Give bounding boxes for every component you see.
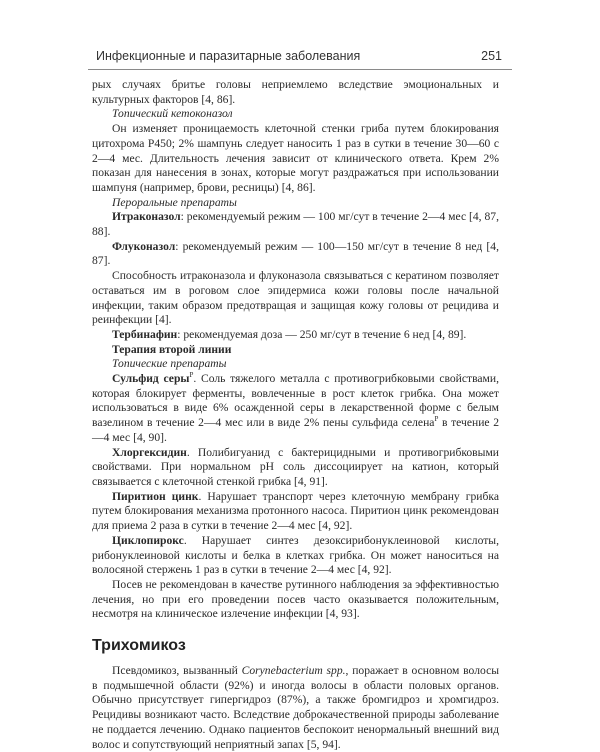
registration-mark: Р (434, 415, 439, 424)
drug-name-terbinafine: Тербинафин (112, 327, 178, 341)
page-number: 251 (481, 49, 502, 63)
subheading-second-line: Терапия второй линии (112, 342, 232, 356)
ciclopirox-text: . Нарушает синтез дезоксирибонуклеиновой кислоты, рибонуклеиновой кислоты и белка в клетках грибка. Он может наноситься на волосяной стержень 1 раз в сутки в течение 2—4 мес [4, 92]. (92, 533, 499, 577)
subheading-ketoconazole: Топический кетоконазол (112, 107, 233, 121)
trichomycosis-text-a: Псевдомикоз, вызванный (112, 664, 242, 678)
drug-name-ciclopirox: Циклопирокс (112, 533, 184, 547)
paragraph-ketoconazole: Он изменяет проницаемость клеточной стенки гриба путем блокирования цитохрома Р450; 2% шампунь следует наносить 1 раз в сутки в течение 30—60 с 2—4 мес. Длительность лечения зависит от клинического ответа. Крем 2% показан для нанесения в зонах, которые могут раздражаться при использовании шампуня (например, брови, ресницы) [4, 86]. (92, 122, 499, 194)
drug-name-pyrithione: Пиритион цинк (112, 489, 199, 503)
registration-mark: Р (189, 371, 194, 380)
subheading-topical: Топические препараты (112, 357, 227, 371)
drug-name-itraconazole: Итраконазол (112, 210, 181, 224)
paragraph-pyrithione (92, 490, 499, 534)
paragraph-chlorhexidine (92, 446, 499, 490)
chlorhexidine-text: . Полибигуанид с бактерицидными и противогрибковыми свойствами. При нормальном pH соль диссоциирует на катион, который связывается с клеточной стенкой грибка [4, 91]. (92, 445, 499, 488)
paragraph-keratin: Способность итраконазола и флуконазола связываться с кератином позволяет оставаться им в роговом слое эпидермиса кожи головы после начальной инфекции, таким образом предотвращая и защищая кожу головы от рецидива и реинфекции [4]. (92, 269, 499, 327)
itraconazole-text: : рекомендуемый режим — 100 мг/сут в течение 2—4 мес [4, 87, 88]. (92, 210, 499, 239)
section-title: Трихомикоз (92, 637, 186, 655)
header-rule (88, 69, 512, 70)
paragraph-ciclopirox (92, 534, 499, 578)
paragraph-trichomycosis (92, 664, 499, 752)
drug-name-selenium: Сульфид серы (112, 372, 190, 386)
selenium-text-end: в течение 2—4 мес [4, 90]. (92, 416, 499, 444)
paragraph-continuation: рых случаях бритье головы неприемлемо вследствие эмоциональных и культурных факторов [4, 86]. (92, 78, 499, 106)
chapter-title: Инфекционные и паразитарные заболевания (96, 49, 361, 63)
drug-name-chlorhexidine: Хлоргексидин (112, 445, 187, 459)
paragraph-itraconazole (92, 210, 499, 239)
paragraph-selenium (92, 372, 499, 446)
running-header (0, 42, 600, 72)
paragraph-culture: Посев не рекомендован в качестве рутинного наблюдения за эффективностью лечения, но при его проведении посев часто оказывается положительным, несмотря на клиническое излечение инфекции [4, 93]. (92, 577, 499, 621)
subheading-oral: Пероральные препараты (112, 195, 237, 209)
pyrithione-text: . Нарушает транспорт через клеточную мембрану грибка путем блокирования механизма протонного насоса. Пиритион цинк рекомендован для приема 2 раза в сутки в течение 2—4 мес [4, 92]. (92, 489, 500, 533)
paragraph-terbinafine (92, 328, 499, 343)
selenium-text: . Соль тяжелого металла с противогрибковыми свойствами, которая блокирует ферменты, вовлеченные в рост клеток грибка. Она может использоваться в виде 6% осажденной серы в лекарственной форме с белым вазелином в течение 2—4 мес или в виде 2% пены сульфида селена (92, 372, 499, 430)
species-name: Corynebacterium spp. (241, 664, 346, 678)
fluconazole-text: : рекомендуемый режим — 100—150 мг/сут в течение 8 нед [4, 87]. (92, 239, 499, 268)
terbinafine-text: : рекомендуемая доза — 250 мг/сут в течение 6 нед [4, 89]. (177, 327, 467, 341)
drug-name-fluconazole: Флуконазол (112, 239, 176, 253)
page-body (92, 78, 499, 752)
paragraph-fluconazole (92, 240, 499, 269)
trichomycosis-text-b: , поражает в основном волосы в подмышечной области (92%) и иногда волосы в области половых органов. Обычно присутствует гипергидроз (87%), а также бромгидроз и хромгидроз. Рецидивы возникают часто. Вследствие доброкачественной природы заболевание не поддается лечению. Однако пациентов беспокоит ненормальный внешний вид волос и сопутствующий неприятный запах [5, 94]. (92, 664, 499, 751)
